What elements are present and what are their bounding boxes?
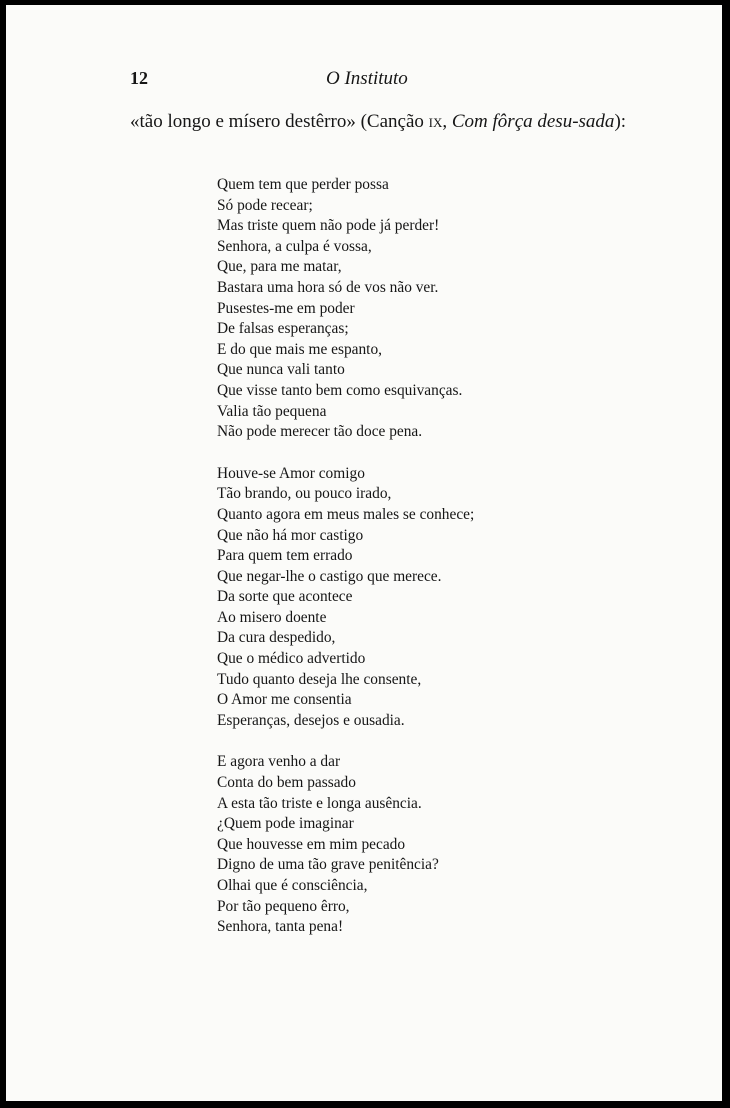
verse-line: Tão brando, ou pouco irado, — [217, 485, 392, 503]
running-title: O Instituto — [326, 68, 408, 89]
stanza-1 — [217, 175, 474, 443]
intro-song-title: Com fôrça desu-sada — [451, 111, 615, 132]
verse-line: Não pode merecer tão doce pena. — [217, 423, 423, 441]
verse-line: O Amor me consentia — [217, 691, 352, 709]
verse-line: Mas triste quem não pode já perder! — [217, 217, 440, 235]
verse-line: Que houvesse em mim pecado — [217, 835, 406, 853]
verse-line: Que visse tanto bem como esquivanças. — [217, 381, 463, 399]
running-head — [6, 68, 722, 92]
poem — [217, 175, 474, 959]
verse-line: Senhora, a culpa é vossa, — [217, 237, 372, 255]
verse-line: Pusestes-me em poder — [217, 299, 355, 317]
verse-line: Houve-se Amor comigo — [217, 464, 365, 482]
verse-line: Da sorte que acontece — [217, 588, 353, 606]
verse-line: Conta do bem passado — [217, 774, 356, 792]
verse-line: Tudo quanto deseja lhe consente, — [217, 670, 422, 688]
verse-line: Valia tão pequena — [217, 402, 327, 420]
verse-line: Quem tem que perder possa — [217, 176, 389, 193]
intro-close: ): — [614, 111, 627, 132]
verse-line: Que o médico advertido — [217, 650, 366, 668]
verse-line: E do que mais me espanto, — [217, 340, 382, 358]
verse-line: Que negar-lhe o castigo que merece. — [217, 567, 442, 585]
verse-line: Ao misero doente — [217, 608, 327, 626]
verse-line: Olhai que é consciência, — [217, 877, 368, 894]
intro-reference-open: (Canção — [360, 111, 429, 132]
verse-line: ¿Quem pode imaginar — [217, 815, 354, 833]
intro-paragraph — [130, 109, 650, 135]
verse-line: Da cura despedido, — [217, 629, 336, 647]
verse-line: Para quem tem errado — [217, 547, 353, 565]
verse-line: Esperanças, desejos e ousadia. — [217, 711, 405, 729]
verse-line: De falsas esperanças; — [217, 320, 349, 338]
intro-quote: «tão longo e mísero destêrro» — [130, 111, 356, 132]
verse-line: Digno de uma tão grave penitência? — [217, 856, 439, 874]
verse-line: E agora venho a dar — [217, 753, 341, 771]
verse-line: Bastara uma hora só de vos não ver. — [217, 278, 439, 296]
verse-line: A esta tão triste e longa ausência. — [217, 794, 422, 812]
verse-line: Que, para me matar, — [217, 258, 342, 276]
verse-line: Que nunca vali tanto — [217, 361, 345, 379]
intro-separator: , — [442, 111, 452, 132]
verse-line: Senhora, tanta pena! — [217, 918, 344, 936]
book-page — [6, 5, 722, 1101]
verse-line: Quanto agora em meus males se conhece; — [217, 505, 475, 523]
verse-line: Só pode recear; — [217, 196, 313, 214]
page-number: 12 — [130, 68, 148, 88]
stanza-3 — [217, 752, 474, 937]
intro-song-numeral: ix — [428, 111, 443, 132]
verse-line: Por tão pequeno êrro, — [217, 897, 350, 915]
stanza-2 — [217, 464, 474, 732]
verse-line: Que não há mor castigo — [217, 526, 364, 544]
